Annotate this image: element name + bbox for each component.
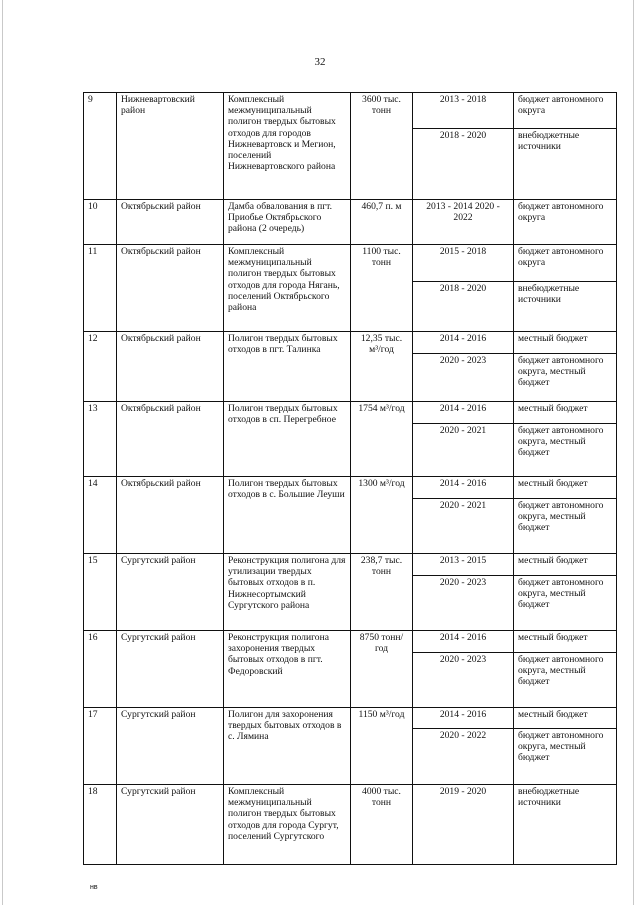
footer-mark: нв <box>90 884 98 891</box>
table-row <box>84 332 617 354</box>
funding-source-cell: местный бюджет <box>514 554 617 576</box>
table-row <box>84 785 617 865</box>
funding-source-cell: внебюджетные источники <box>514 785 617 865</box>
object-cell: Комплексный межмуниципальный полигон твердых бытовых отходов для города Нягань, поселений Октябрьского района <box>224 245 351 332</box>
capacity-cell: 238,7 тыс. тонн <box>351 554 413 631</box>
object-cell: Полигон твердых бытовых отходов в пгт. Талинка <box>224 332 351 402</box>
period-cell: 2019 - 2020 <box>413 785 514 865</box>
object-cell: Реконструкция полигона захоронения твердых бытовых отходов в пгт. Федоровский <box>224 631 351 708</box>
funding-source-cell: местный бюджет <box>514 631 617 653</box>
table-row <box>84 477 617 499</box>
period-cell: 2020 - 2023 <box>413 354 514 402</box>
funding-source-cell: бюджет автономного округа <box>514 245 617 282</box>
capacity-cell: 4000 тыс. тонн <box>351 785 413 865</box>
capacity-cell: 12,35 тыс. м³/год <box>351 332 413 402</box>
district-cell: Нижневартовский район <box>117 93 224 200</box>
object-cell: Комплексный межмуниципальный полигон твердых бытовых отходов для города Сургут, поселений Сургутского <box>224 785 351 865</box>
funding-source-cell: местный бюджет <box>514 402 617 424</box>
page-number: 32 <box>314 56 326 68</box>
period-cell: 2020 - 2023 <box>413 576 514 631</box>
district-cell: Сургутский район <box>117 708 224 785</box>
funding-source-cell: местный бюджет <box>514 332 617 354</box>
table-row <box>84 708 617 729</box>
row-number: 9 <box>84 93 117 200</box>
period-cell: 2014 - 2016 <box>413 631 514 653</box>
table-row <box>84 200 617 245</box>
period-cell: 2020 - 2021 <box>413 499 514 554</box>
period-cell: 2014 - 2016 <box>413 402 514 424</box>
funding-source-cell: внебюджетные источники <box>514 282 617 332</box>
facilities-table <box>83 92 617 865</box>
row-number: 15 <box>84 554 117 631</box>
district-cell: Октябрьский район <box>117 477 224 554</box>
table-row <box>84 554 617 576</box>
funding-source-cell: бюджет автономного округа, местный бюджет <box>514 729 617 785</box>
row-number: 12 <box>84 332 117 402</box>
period-cell: 2018 - 2020 <box>413 282 514 332</box>
period-cell: 2014 - 2016 <box>413 708 514 729</box>
funding-source-cell: бюджет автономного округа, местный бюджет <box>514 499 617 554</box>
district-cell: Сургутский район <box>117 631 224 708</box>
period-cell: 2018 - 2020 <box>413 129 514 200</box>
table-row <box>84 402 617 424</box>
funding-source-cell: бюджет автономного округа, местный бюджет <box>514 424 617 477</box>
district-cell: Октябрьский район <box>117 402 224 477</box>
row-number: 16 <box>84 631 117 708</box>
row-number: 10 <box>84 200 117 245</box>
funding-source-cell: местный бюджет <box>514 477 617 499</box>
object-cell: Полигон для захоронения твердых бытовых отходов в с. Лямина <box>224 708 351 785</box>
capacity-cell: 3600 тыс. тонн <box>351 93 413 200</box>
funding-source-cell: бюджет автономного округа <box>514 93 617 129</box>
period-cell: 2013 - 2018 <box>413 93 514 129</box>
capacity-cell: 1754 м³/год <box>351 402 413 477</box>
district-cell: Сургутский район <box>117 554 224 631</box>
period-cell: 2013 - 2014 2020 - 2022 <box>413 200 514 245</box>
district-cell: Октябрьский район <box>117 200 224 245</box>
object-cell: Дамба обвалования в пгт. Приобье Октябрьского района (2 очередь) <box>224 200 351 245</box>
period-cell: 2020 - 2023 <box>413 653 514 708</box>
capacity-cell: 460,7 п. м <box>351 200 413 245</box>
period-cell: 2020 - 2022 <box>413 729 514 785</box>
object-cell: Комплексный межмуниципальный полигон твердых бытовых отходов для городов Нижневартовск и Мегион, поселений Нижневартовского района <box>224 93 351 200</box>
funding-source-cell: бюджет автономного округа, местный бюджет <box>514 653 617 708</box>
funding-source-cell: бюджет автономного округа, местный бюджет <box>514 354 617 402</box>
district-cell: Сургутский район <box>117 785 224 865</box>
table-row <box>84 631 617 653</box>
row-number: 18 <box>84 785 117 865</box>
scan-edge-right <box>633 0 634 905</box>
period-cell: 2015 - 2018 <box>413 245 514 282</box>
table-row <box>84 93 617 129</box>
funding-source-cell: местный бюджет <box>514 708 617 729</box>
period-cell: 2020 - 2021 <box>413 424 514 477</box>
district-cell: Октябрьский район <box>117 245 224 332</box>
district-cell: Октябрьский район <box>117 332 224 402</box>
row-number: 13 <box>84 402 117 477</box>
scan-edge-left <box>2 0 3 905</box>
capacity-cell: 8750 тонн/год <box>351 631 413 708</box>
row-number: 14 <box>84 477 117 554</box>
capacity-cell: 1300 м³/год <box>351 477 413 554</box>
capacity-cell: 1100 тыс. тонн <box>351 245 413 332</box>
period-cell: 2013 - 2015 <box>413 554 514 576</box>
period-cell: 2014 - 2016 <box>413 332 514 354</box>
row-number: 17 <box>84 708 117 785</box>
capacity-cell: 1150 м³/год <box>351 708 413 785</box>
object-cell: Полигон твердых бытовых отходов в сп. Перегребное <box>224 402 351 477</box>
object-cell: Полигон твердых бытовых отходов в с. Большие Леуши <box>224 477 351 554</box>
period-cell: 2014 - 2016 <box>413 477 514 499</box>
object-cell: Реконструкция полигона для утилизации твердых бытовых отходов в п. Нижнесортымский Сургутского района <box>224 554 351 631</box>
funding-source-cell: внебюджетные источники <box>514 129 617 200</box>
table-row <box>84 245 617 282</box>
funding-source-cell: бюджет автономного округа, местный бюджет <box>514 576 617 631</box>
funding-source-cell: бюджет автономного округа <box>514 200 617 245</box>
row-number: 11 <box>84 245 117 332</box>
